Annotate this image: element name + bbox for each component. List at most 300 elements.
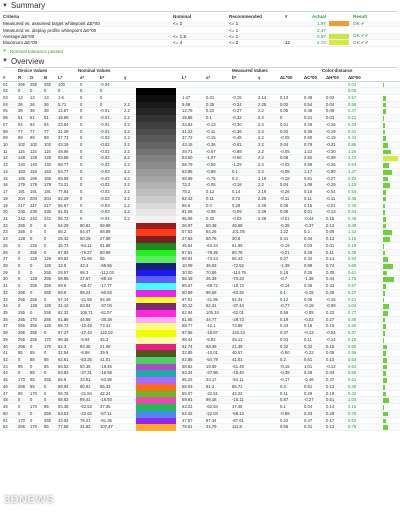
cell-r: 0 (18, 269, 21, 275)
cell-r: 166 (18, 175, 25, 181)
cell-mb: 41.01 (232, 357, 243, 363)
table-row (0, 364, 400, 371)
cell-ma: 62.31 (206, 303, 217, 309)
cell-L: 12.9 (58, 262, 67, 268)
cell-mb: -87.61 (232, 417, 244, 423)
table-row (0, 250, 400, 257)
cell-bb: -0.03 (100, 195, 110, 201)
cell-dC: 0.03 (304, 242, 313, 248)
summary-actual: 0.87 (317, 33, 326, 39)
cell-r: 255 (18, 383, 25, 389)
cell-ma: 70.66 (206, 269, 217, 275)
cell-mb: -0.61 (232, 142, 242, 148)
cell-bb: 27.98 (100, 236, 111, 242)
cell-a: 84.47 (80, 229, 91, 235)
cell-dH: 0.03 (326, 115, 335, 121)
cell-b: 64 (44, 121, 49, 127)
cell-mL: 91.05 (182, 209, 193, 215)
table-row (0, 370, 400, 377)
cell-a: 44.88 (80, 316, 91, 322)
cell-dE: 0.61 (348, 269, 357, 275)
delta-e-bar (383, 365, 387, 370)
cell-g: 0 (30, 222, 33, 228)
table-row (0, 276, 400, 283)
column-header: b* (232, 74, 237, 80)
table-row (0, 102, 400, 109)
cell-n: 34 (3, 303, 8, 309)
cell-L: 100 (58, 81, 65, 87)
delta-e-bar (383, 298, 384, 303)
cell-a: 0 (80, 115, 83, 121)
cell-ma: -54.79 (206, 357, 218, 363)
table-row (0, 256, 400, 263)
cell-a: 0 (80, 215, 83, 221)
cell-bb: 69.89 (100, 222, 111, 228)
cell-ma: -22.51 (206, 390, 218, 396)
cell-ma: -69.72 (206, 283, 218, 289)
cell-L: 25.42 (58, 236, 69, 242)
cell-dE: 0.85 (348, 142, 357, 148)
cell-n: 09 (3, 135, 8, 141)
cell-L: 63.83 (58, 370, 69, 376)
cell-bb: -0.01 (100, 115, 110, 121)
cell-n: 25 (3, 242, 8, 248)
cell-n: 20 (3, 209, 8, 215)
cell-dL: 0.05 (280, 108, 289, 114)
table-row (0, 404, 400, 411)
cell-dH: -0.27 (326, 175, 336, 181)
cell-dE: 0.56 (348, 370, 357, 376)
cell-a: 50.29 (80, 236, 91, 242)
cell-dC: 0.11 (304, 195, 312, 201)
cell-b: 85 (44, 404, 49, 410)
cell-mb: 21.39 (232, 343, 243, 349)
cell-g: 255 (30, 323, 37, 329)
cell-r: 0 (18, 410, 21, 416)
cell-mb: -0.36 (232, 128, 242, 134)
cell-mb: -18.73 (232, 283, 244, 289)
cell-gam: 2.2 (124, 195, 130, 201)
col-hash: # (285, 14, 288, 19)
cell-dC: 0.26 (304, 249, 313, 255)
cell-dE: 0.75 (348, 410, 357, 416)
cell-ma: -0.56 (206, 162, 216, 168)
color-swatch (136, 209, 176, 216)
delta-e-bar (383, 378, 387, 383)
table-row (0, 209, 400, 216)
cell-b: 166 (44, 175, 51, 181)
color-swatch (136, 397, 176, 404)
cell-dH: -0.14 (326, 336, 336, 342)
cell-mL: 27.63 (182, 236, 193, 242)
group-device: Device Values (18, 67, 48, 73)
cell-ma: -64.24 (206, 242, 218, 248)
cell-mb: 124.13 (232, 330, 245, 336)
table-row (0, 377, 400, 384)
cell-dC: 0.29 (304, 121, 313, 127)
table-row (0, 418, 400, 425)
table-row (0, 424, 400, 431)
cell-dH: -0.30 (326, 148, 336, 154)
cell-a: 78.21 (80, 417, 91, 423)
table-row (0, 310, 400, 317)
cell-dH: 0.15 (326, 323, 335, 329)
cell-r: 38 (18, 108, 23, 114)
delta-e-bar (383, 204, 385, 209)
cell-bb: -0.01 (100, 128, 110, 134)
cell-dH: 0.69 (326, 229, 335, 235)
cell-ma: 61.2 (206, 383, 215, 389)
table-row (0, 397, 400, 404)
color-swatch (136, 142, 176, 149)
cell-dE: 0.18 (348, 336, 357, 342)
cell-g: 0 (30, 262, 33, 268)
cell-n: 46 (3, 383, 8, 389)
cell-mL: 58.03 (182, 383, 193, 389)
color-swatch (136, 310, 176, 317)
cell-r: 0 (18, 249, 21, 255)
cell-b: 179 (44, 182, 51, 188)
cell-b: 128 (44, 262, 51, 268)
cell-bb: 21.08 (100, 343, 111, 349)
cell-r: 191 (18, 189, 25, 195)
cell-dL: 0.16 (280, 269, 289, 275)
overview-column-headers (0, 75, 400, 82)
cell-dH: -0.15 (326, 296, 336, 302)
cell-dL: -0.7 (280, 276, 288, 282)
table-row (0, 384, 400, 391)
table-row (0, 344, 400, 351)
cell-mb: 30.8 (232, 236, 241, 242)
cell-dH: 0.23 (326, 310, 335, 315)
cell-dL: 0.08 (280, 155, 289, 161)
cell-ma: -9.82 (206, 336, 216, 342)
cell-dL: 0.06 (280, 202, 289, 208)
cell-L: 32.54 (58, 350, 69, 356)
cell-n: 45 (3, 377, 8, 383)
cell-ma: 96.58 (206, 289, 217, 295)
cell-ma: 93.38 (206, 343, 217, 349)
cell-ma: 44.77 (206, 316, 217, 322)
cell-dC: 0.31 (304, 424, 313, 430)
cell-L: 77.84 (58, 189, 69, 195)
cell-b: 255 (44, 269, 51, 275)
cell-r: 255 (18, 222, 25, 228)
delta-e-bar (383, 425, 388, 430)
delta-e-bar (383, 190, 386, 195)
color-swatch (136, 344, 176, 351)
cell-g: 85 (30, 357, 35, 363)
cell-dE: 0.63 (348, 357, 357, 363)
cell-n: 32 (3, 289, 8, 295)
color-swatch (136, 404, 176, 411)
cell-mb: 73.89 (232, 323, 243, 329)
cell-mb: 80.78 (232, 249, 243, 255)
cell-mL: 47.87 (182, 417, 193, 423)
color-swatch (136, 418, 176, 425)
cell-g: 166 (30, 175, 37, 181)
cell-mL: 62.74 (182, 343, 193, 349)
color-swatch (136, 350, 176, 357)
cell-mL: 5.68 (182, 101, 191, 107)
cell-L: 31.12 (58, 303, 69, 309)
cell-mg: 2.2 (258, 148, 264, 154)
delta-e-bar (383, 130, 385, 135)
cell-g: 0 (30, 397, 33, 403)
cell-dE: 1.15 (348, 236, 357, 242)
cell-a: 89.41 (80, 397, 91, 403)
cell-g: 255 (30, 336, 37, 342)
cell-dH: 0.30 (326, 269, 335, 275)
cell-dH: 0.18 (326, 215, 335, 221)
cell-b: 170 (44, 343, 51, 349)
summary-criteria: Measured vs. assumed target whitepoint ΔE*00 (3, 21, 100, 27)
cell-bb: -16.68 (100, 370, 112, 376)
cell-dL: 0.2 (280, 357, 286, 363)
cell-L: 54.29 (58, 222, 69, 228)
delta-e-bar (383, 136, 386, 141)
cell-mb: -0.27 (232, 108, 242, 114)
cell-r: 255 (18, 310, 25, 315)
cell-bb: -112.03 (100, 269, 114, 275)
column-header: # (3, 74, 6, 80)
cell-r: 170 (18, 377, 25, 383)
col-recommended: Recommended (229, 14, 262, 19)
cell-dC: -0.27 (304, 397, 314, 403)
cell-dL: -0.08 (280, 168, 290, 174)
cell-bb: 55 (100, 256, 105, 262)
cell-mL: 62.94 (182, 310, 193, 315)
delta-e-bar (383, 244, 384, 249)
summary-criteria: Average ΔE*00 (3, 33, 35, 39)
cell-a: 0 (80, 135, 83, 141)
color-swatch (136, 297, 176, 304)
delta-e-bar (383, 217, 386, 222)
cell-mb: -0.89 (232, 148, 242, 154)
cell-dC: 0.35 (304, 283, 313, 289)
cell-r: 51 (18, 115, 23, 121)
cell-g: 255 (30, 330, 37, 336)
cell-L: 81.88 (58, 316, 69, 322)
cell-bb: 41.01 (100, 357, 111, 363)
table-row (0, 263, 400, 270)
collapse-triangle-icon[interactable]: ▼ (2, 58, 8, 65)
cell-r: 0 (18, 357, 21, 363)
cell-g: 140 (30, 162, 37, 168)
cell-r: 0 (18, 256, 21, 262)
cell-dE: 0.84 (348, 256, 357, 262)
cell-b: 255 (44, 289, 51, 295)
cell-bb: -60.83 (100, 289, 112, 295)
delta-e-bar (383, 163, 389, 168)
cell-r: 0 (18, 370, 21, 376)
color-swatch (136, 229, 176, 236)
cell-dL: -0.21 (280, 249, 290, 255)
cell-mg: 2.18 (258, 175, 267, 181)
cell-dC: 0.19 (304, 323, 313, 329)
cell-ma: -0.11 (206, 128, 216, 134)
cell-dL: -0.01 (280, 215, 290, 221)
cell-dC: 0.21 (304, 115, 313, 121)
cell-bb: -30.38 (100, 316, 112, 322)
cell-n: 40 (3, 343, 8, 349)
cell-mL: 19.65 (182, 115, 193, 121)
color-swatch (136, 303, 176, 310)
cell-g: 77 (30, 128, 35, 134)
cell-dL: 0.41 (280, 236, 289, 242)
cell-g: 0 (30, 363, 33, 369)
cell-L: 19.65 (58, 115, 69, 121)
cell-r: 13 (18, 95, 23, 100)
cell-gam: 2.2 (124, 108, 130, 114)
cell-L: 58.77 (58, 162, 69, 168)
cell-n: 43 (3, 363, 8, 369)
cell-dL: -0.02 (280, 162, 290, 168)
cell-dL: -1.39 (280, 262, 290, 268)
cell-mg: 2.2 (258, 108, 264, 114)
cell-L: 31.29 (58, 128, 69, 134)
cell-a: 42.4 (80, 262, 89, 268)
cell-n: 51 (3, 417, 8, 423)
cell-L: 43.19 (58, 142, 69, 148)
cell-dL: 0.3 (280, 383, 286, 389)
cell-dH: 0.15 (326, 343, 335, 349)
cell-dE: 0.42 (348, 390, 357, 396)
cell-dC: 0.46 (304, 108, 313, 114)
cell-L: 62.61 (58, 357, 69, 363)
cell-L: 12.87 (58, 108, 69, 114)
cell-dC: -0.02 (304, 316, 314, 322)
table-row (0, 337, 400, 344)
cell-dH: 0.13 (326, 222, 335, 228)
cell-g: 0 (30, 229, 33, 235)
cell-r: 85 (18, 350, 23, 356)
cell-n: 14 (3, 168, 8, 174)
cell-dL: 0 (280, 115, 283, 121)
cell-L: 97.14 (58, 296, 69, 302)
cell-bb: -37.04 (100, 303, 112, 309)
cell-dE: 0.52 (348, 417, 357, 423)
cell-a: -68.47 (80, 283, 92, 289)
cell-bb: 61.88 (100, 242, 111, 248)
cell-mL: 89.57 (182, 283, 193, 289)
cell-dC: 0.61 (304, 357, 313, 363)
cell-mg: 2.25 (258, 195, 267, 201)
delta-e-bar (383, 170, 392, 175)
cell-bb: 39.9 (100, 350, 109, 356)
cell-ma: -62.64 (206, 404, 218, 410)
cell-L: 29.57 (58, 269, 69, 275)
cell-bb: 0 (100, 101, 103, 107)
summary-header[interactable] (0, 0, 400, 11)
cell-r: 0 (18, 276, 21, 282)
cell-L: 55.76 (58, 390, 69, 396)
cell-r: 102 (18, 142, 25, 148)
watermark-logo: 3DNEWS (4, 494, 55, 506)
cell-dC: 0.47 (304, 417, 313, 423)
color-swatch (136, 102, 176, 109)
cell-mb: -0.30 (232, 121, 242, 127)
cell-mb: 37.46 (232, 404, 243, 410)
cell-bb: -81.35 (100, 417, 112, 423)
summary-result: OK ✔ (353, 20, 365, 26)
cell-n: 26 (3, 249, 8, 255)
cell-L: 0 (58, 88, 61, 94)
cell-mb: -54.11 (232, 377, 244, 383)
cell-dC: -0.13 (304, 330, 314, 336)
color-swatch (136, 391, 176, 398)
table-row (0, 115, 400, 122)
cell-g: 115 (30, 148, 37, 154)
cell-mb: -0.15 (232, 95, 242, 100)
cell-L: 53.53 (58, 410, 69, 416)
cell-bb: 65.33 (100, 383, 111, 389)
cell-dC: 0.16 (304, 189, 313, 195)
cell-dC: -1.38 (304, 276, 314, 282)
cell-dH: 0.29 (326, 289, 335, 295)
table-row (0, 243, 400, 250)
table-row (0, 176, 400, 183)
delta-e-bar (383, 419, 386, 424)
overview-header[interactable] (0, 56, 400, 67)
cell-a: 0 (80, 128, 83, 134)
delta-e-bar (383, 405, 384, 410)
color-swatch (136, 323, 176, 330)
delta-e-bar (383, 358, 387, 363)
cell-b: 128 (44, 256, 51, 262)
cell-b: 128 (44, 323, 51, 329)
cell-dC: 0.61 (304, 383, 313, 389)
cell-mb: 0.72 (232, 195, 241, 201)
cell-r: 230 (18, 209, 25, 215)
color-swatch (136, 162, 176, 169)
delta-e-bar (383, 156, 398, 161)
cell-a: 31.62 (80, 424, 91, 430)
cell-r: 255 (18, 81, 25, 87)
color-swatch (136, 317, 176, 324)
cell-dE: 0.49 (348, 222, 357, 228)
collapse-triangle-icon[interactable]: ▼ (2, 2, 8, 9)
summary-recommended: <= 1 (229, 21, 239, 27)
color-swatch (136, 276, 176, 283)
color-swatch (136, 88, 176, 95)
cell-b: 140 (44, 162, 51, 168)
cell-ma: 0.13 (206, 189, 215, 195)
delta-e-bar (383, 103, 386, 108)
cell-b: 85 (44, 363, 49, 369)
cell-dC: 0.48 (304, 95, 313, 100)
cell-mL: 98.77 (182, 323, 193, 329)
cell-mL: 45.54 (182, 242, 193, 248)
cell-L: 63.77 (58, 168, 69, 174)
cell-n: 15 (3, 175, 8, 181)
cell-mb: 101.06 (232, 229, 245, 235)
column-header: b* (100, 74, 105, 80)
column-header: a* (206, 74, 211, 80)
cell-r: 255 (18, 424, 25, 430)
cell-dL: -0.19 (280, 242, 290, 248)
cell-mb: -0.32 (232, 115, 242, 121)
cell-gam: 2.2 (124, 121, 130, 127)
cell-dC: 0.32 (304, 343, 313, 349)
cell-mL: 89.94 (182, 256, 193, 262)
cell-n: 03 (3, 95, 8, 100)
cell-dH: -0.16 (326, 121, 336, 127)
cell-mg: 2.2 (258, 155, 264, 161)
delta-e-bar (383, 385, 385, 390)
cell-dC: 0.42 (304, 256, 313, 262)
cell-n: 23 (3, 229, 8, 235)
